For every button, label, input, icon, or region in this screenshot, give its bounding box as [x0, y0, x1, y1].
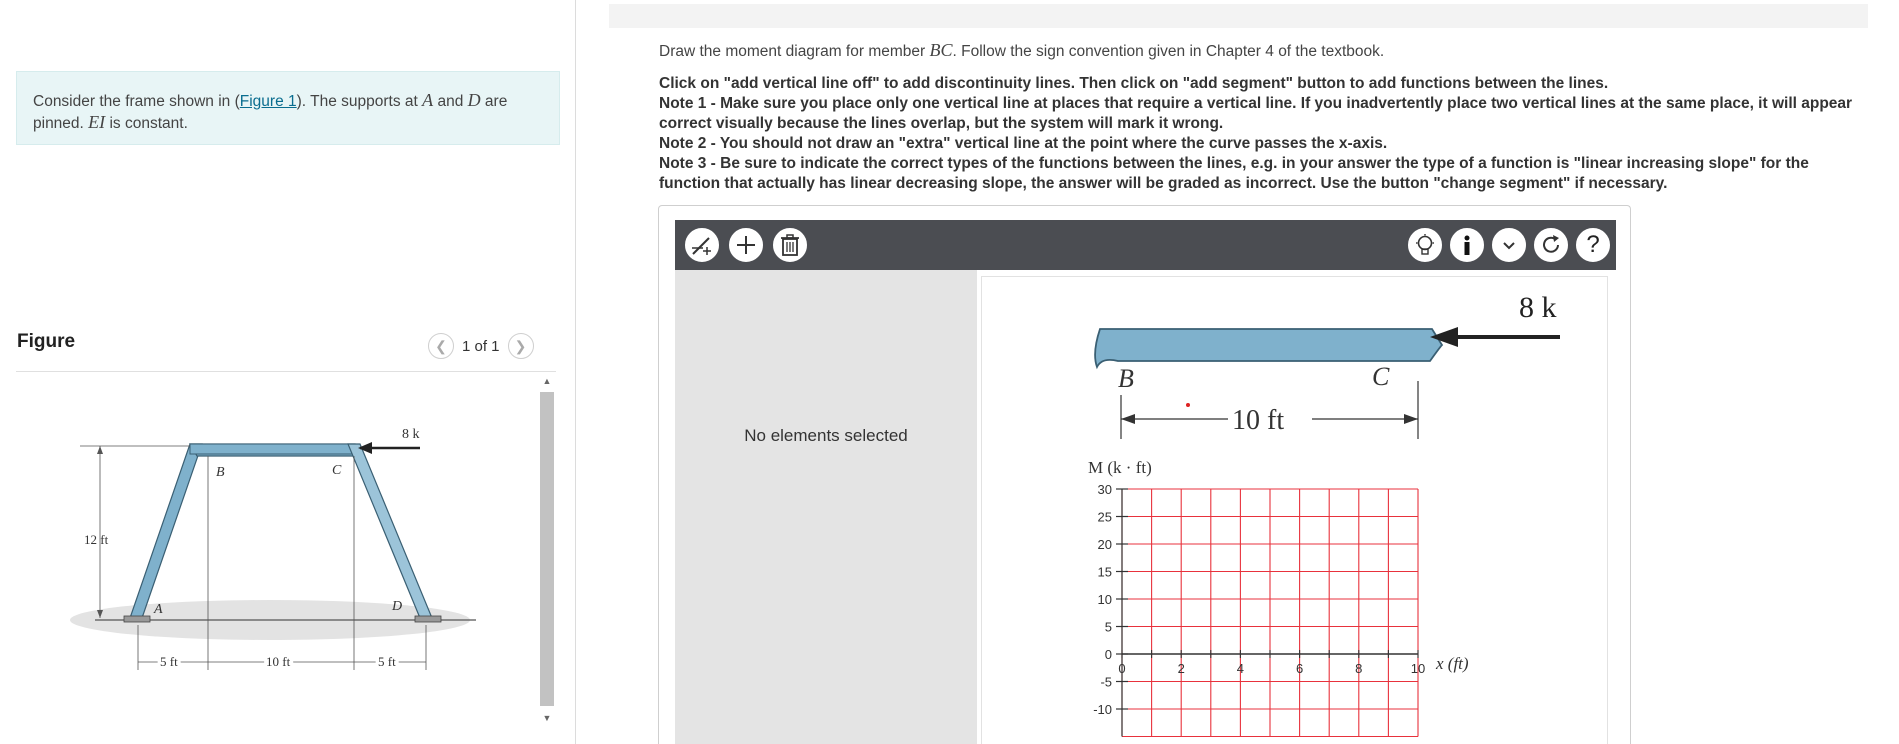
x-tick-label: 10 — [1410, 661, 1426, 676]
beam-label-b: B — [1118, 364, 1134, 393]
x-tick-label: 6 — [1295, 661, 1304, 676]
joint-label-b: B — [216, 465, 225, 480]
cursor-marker — [1186, 403, 1190, 407]
dimension-left: 5 ft — [160, 654, 178, 669]
note-3: Note 3 - Be sure to indicate the correct types of the functions between the lines, e.g. in your answer the type of a function is "linear increasing slope" for the function that actually has linear decreasing slope, the answer will be graded as incorrect. Use the button "change segment" if necessary. — [659, 155, 1809, 192]
frame-figure — [60, 420, 480, 680]
axis-ticks — [1093, 482, 1425, 737]
y-axis-label: M (k · ft) — [1088, 458, 1152, 477]
x-tick-label: 4 — [1236, 661, 1245, 676]
reset-icon[interactable] — [1532, 226, 1570, 264]
y-tick-label: -10 — [1093, 702, 1112, 717]
left-pane — [0, 0, 576, 744]
scroll-down-icon[interactable]: ▼ — [542, 713, 552, 723]
chevron-right-icon[interactable]: ❯ — [508, 333, 534, 359]
dimension-middle: 10 ft — [266, 654, 291, 669]
y-tick-label: 5 — [1104, 619, 1112, 635]
chevron-down-icon[interactable] — [1490, 226, 1528, 264]
diagram-toolbar — [675, 220, 1616, 270]
scrollbar-thumb[interactable] — [540, 392, 554, 706]
task-line: Draw the moment diagram for member BC. Follow the sign convention given in Chapter 4 of the textbook. — [659, 40, 1385, 60]
info-icon[interactable] — [1448, 226, 1486, 264]
plus-icon[interactable] — [727, 226, 765, 264]
problem-statement: Consider the frame shown in (Figure 1). The supports at A and D are pinned. EI is constant. — [16, 71, 560, 145]
x-axis-label: x (ft) — [1436, 654, 1469, 673]
y-tick-label: 0 — [1104, 647, 1112, 662]
support-label-d: D — [392, 599, 403, 614]
properties-panel — [675, 270, 977, 744]
y-tick-label: 15 — [1097, 564, 1112, 580]
pager-text: 1 of 1 — [462, 337, 500, 355]
frame-load-label: 8 k — [402, 427, 420, 442]
y-tick-label: 25 — [1097, 509, 1112, 525]
figure-link[interactable]: Figure 1 — [239, 93, 297, 110]
moment-diagram[interactable] — [982, 277, 1609, 744]
note-2: Note 2 - You should not draw an "extra" vertical line at the point where the curve passes the x-axis. — [659, 135, 1388, 152]
span-label: 10 ft — [1232, 405, 1285, 436]
x-tick-label: 2 — [1177, 661, 1185, 676]
support-label-a: A — [154, 602, 163, 617]
instruction-click: Click on "add vertical line off" to add discontinuity lines. Then click on "add segment" button to add functions between the lines. — [659, 75, 1609, 92]
y-tick-label: -5 — [1100, 674, 1112, 690]
beam-label-c: C — [1372, 362, 1390, 391]
top-bar — [609, 4, 1868, 28]
figure-title: Figure — [17, 331, 76, 352]
figure-pager — [428, 333, 534, 359]
selection-status: No elements selected — [744, 426, 908, 445]
y-tick-label: 30 — [1097, 482, 1112, 497]
height-dimension: 12 ft — [84, 532, 109, 547]
joint-label-c: C — [332, 463, 342, 478]
instructions — [659, 40, 1874, 194]
beam-bc — [1095, 329, 1442, 367]
lightbulb-icon[interactable] — [1406, 226, 1444, 264]
y-tick-label: 10 — [1097, 592, 1112, 607]
scroll-up-icon[interactable]: ▲ — [542, 376, 552, 386]
load-label: 8 k — [1519, 291, 1557, 324]
chevron-left-icon[interactable]: ❮ — [428, 333, 454, 359]
help-icon[interactable]: ? — [1574, 226, 1612, 264]
x-tick-label: 0 — [1118, 661, 1126, 676]
divider — [16, 371, 556, 372]
add-vertical-line-icon[interactable] — [683, 226, 721, 264]
dimension-right: 5 ft — [378, 654, 396, 669]
y-tick-label: 20 — [1097, 537, 1112, 552]
trash-icon[interactable] — [771, 226, 809, 264]
diagram-tool — [658, 205, 1631, 744]
figure-scrollbar[interactable] — [538, 374, 556, 731]
drawing-canvas[interactable] — [981, 276, 1608, 744]
note-1: Note 1 - Make sure you place only one vertical line at places that require a vertical line. If you inadvertently place two vertical lines at the same place, it will appear correct visually because the lines overlap, but the system will mark it wrong. — [659, 95, 1853, 132]
x-tick-label: 8 — [1355, 661, 1363, 676]
grid — [1122, 489, 1418, 737]
